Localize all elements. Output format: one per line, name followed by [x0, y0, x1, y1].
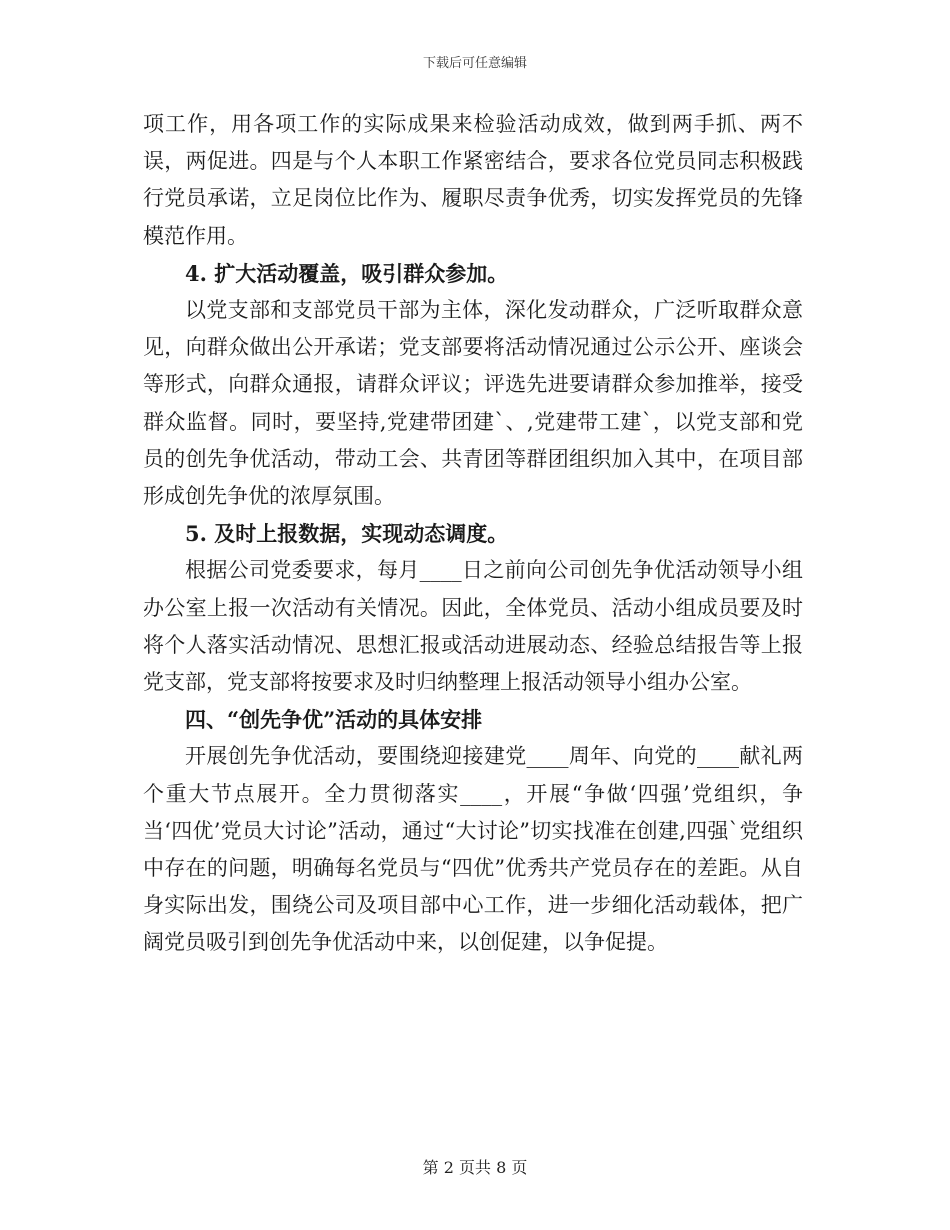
paragraph-report-data: 根据公司党委要求，每月____日之前向公司创先争优活动领导小组办公室上报一次活动有关情况。因此，全体党员、活动小组成员要及时将个人落实活动情况、思想汇报或活动进展动态、经验总结报告等上报党支部，党支部将按要求及时归纳整理上报活动领导小组办公室。	[143, 558, 803, 695]
subheading-5: 5. 及时上报数据，实现动态调度。	[185, 521, 509, 547]
paragraph-expand-coverage: 以党支部和支部党员干部为主体，深化发动群众，广泛听取群众意见，向群众做出公开承诺；党支部要将活动情况通过公示公开、座谈会等形式，向群众通报，请群众评议；评选先进要请群众参加推举，接受群众监督。同时，要坚持,党建带团建`、,党建带工建`，以党支部和党员的创先争优活动，带动工会、共青团等群团组织加入其中，在项目部形成创先争优的浓厚氛围。	[143, 298, 803, 509]
page-header: 下载后可任意编辑	[422, 56, 527, 71]
paragraph-continuation: 项工作，用各项工作的实际成果来检验活动成效，做到两手抓、两不误，两促进。四是与个人本职工作紧密结合，要求各位党员同志积极践行党员承诺，立足岗位比作为、履职尽责争优秀，切实发挥党员的先锋模范作用。	[143, 112, 803, 248]
document-body	[143, 106, 803, 962]
subheading-4: 4. 扩大活动覆盖，吸引群众参加。	[185, 260, 509, 286]
section-heading-4: 四、“创先争优”活动的具体安排	[185, 707, 483, 733]
page-footer: 第 2 页共 8 页	[422, 1158, 528, 1177]
paragraph-arrangement: 开展创先争优活动，要围绕迎接建党____周年、向党的____献礼两个重大节点展开。全力贯彻落实____，开展“争做‘四强’党组织，争当‘四优’党员大讨论”活动，通过“大讨论”切实找准在创建,四强`党组织中存在的问题，明确每名党员与“四优”优秀共产党员存在的差距。从自身实际出发，围绕公司及项目部中心工作，进一步细化活动载体，把广阔党员吸引到创先争优活动中来，以创促建，以争促提。	[143, 744, 803, 955]
